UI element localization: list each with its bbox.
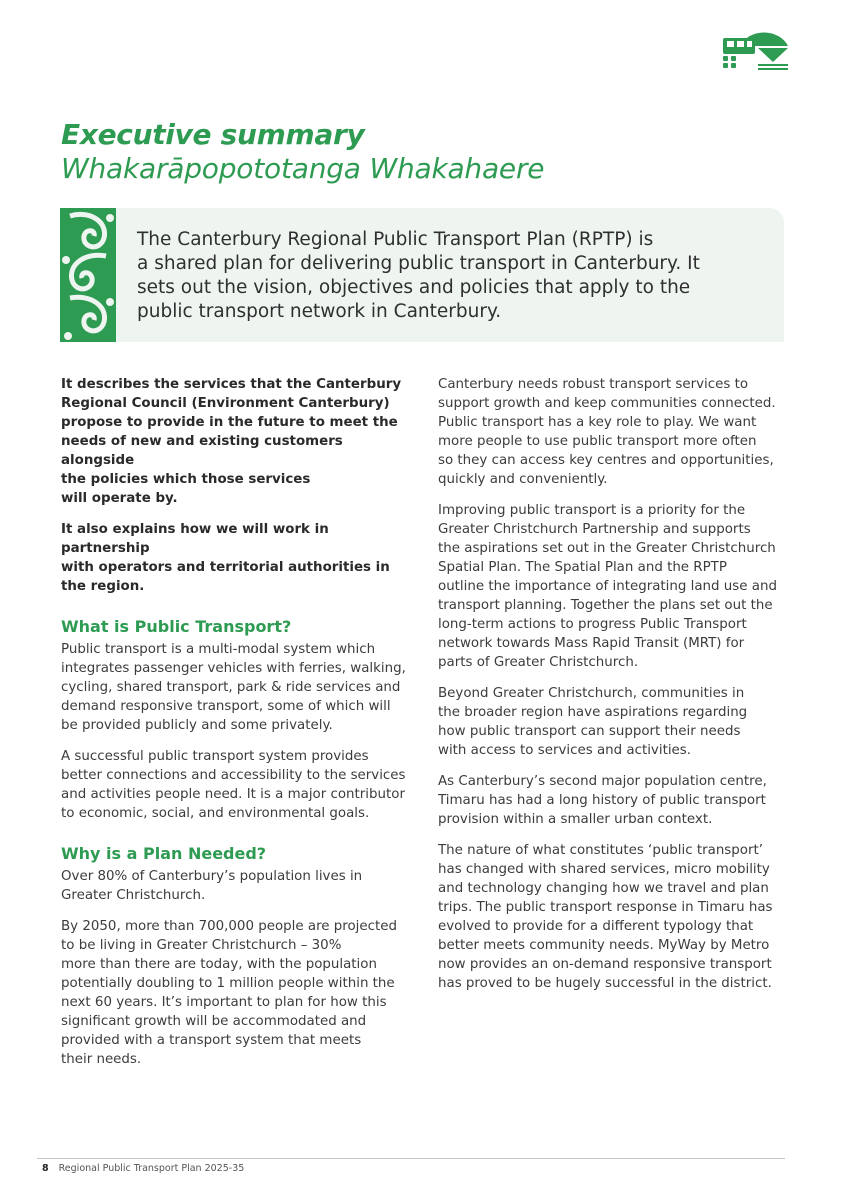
intro-paragraph-2	[61, 520, 411, 596]
text-line: Public transport has a key role to play. We want	[438, 415, 757, 430]
body-paragraph	[61, 747, 411, 823]
body-paragraph	[438, 375, 788, 489]
text-line: long-term actions to progress Public Transport	[438, 617, 747, 632]
text-line: quickly and conveniently.	[438, 472, 608, 487]
text-line: better connections and accessibility to the services	[61, 768, 406, 783]
koru-pattern-icon	[60, 208, 116, 342]
text-line: and technology changing how we travel and plan	[438, 881, 769, 896]
text-line: how public transport can support their needs	[438, 724, 741, 739]
text-line: now provides an on-demand responsive transport	[438, 957, 772, 972]
text-line: propose to provide in the future to meet the	[61, 415, 398, 430]
section-heading-why-plan: Why is a Plan Needed?	[61, 844, 267, 863]
text-line: transport planning. Together the plans set out the	[438, 598, 773, 613]
body-paragraph	[61, 640, 411, 735]
text-line: more than there are today, with the population	[61, 957, 377, 972]
text-line: The nature of what constitutes ‘public transport’	[438, 843, 763, 858]
text-line: their needs.	[61, 1052, 142, 1067]
text-line: the region.	[61, 579, 145, 594]
text-line: Improving public transport is a priority for the	[438, 503, 746, 518]
body-paragraph	[61, 867, 411, 905]
text-line: It also explains how we will work in partnership	[61, 522, 329, 556]
text-line: has changed with shared services, micro mobility	[438, 862, 770, 877]
page-subtitle: Whakarāpopototanga Whakahaere	[61, 152, 545, 185]
text-line: with access to services and activities.	[438, 743, 692, 758]
text-line: Spatial Plan. The Spatial Plan and the RPTP	[438, 560, 727, 575]
left-column	[61, 375, 411, 1081]
text-line: potentially doubling to 1 million people within the	[61, 976, 395, 991]
callout-line: public transport network in Canterbury.	[137, 301, 502, 322]
page-number: 8	[42, 1163, 49, 1174]
text-line: the policies which those services	[61, 472, 311, 487]
text-line: better meets community needs. MyWay by Metro	[438, 938, 770, 953]
text-line: support growth and keep communities connected.	[438, 396, 776, 411]
text-line: to economic, social, and environmental goals.	[61, 806, 370, 821]
text-line: Regional Council (Environment Canterbury)	[61, 396, 390, 411]
body-paragraph	[438, 772, 788, 829]
section-heading-what-is-pt: What is Public Transport?	[61, 617, 292, 636]
text-line: and activities people need. It is a major contributor	[61, 787, 405, 802]
callout-line: sets out the vision, objectives and policies that apply to the	[137, 277, 691, 298]
text-line: integrates passenger vehicles with ferries, walking,	[61, 661, 406, 676]
text-line: By 2050, more than 700,000 people are projected	[61, 919, 397, 934]
text-line: outline the importance of integrating land use and	[438, 579, 777, 594]
footer-doc-title: Regional Public Transport Plan 2025-35	[58, 1163, 245, 1174]
text-line: will operate by.	[61, 491, 178, 506]
text-line: the broader region have aspirations regarding	[438, 705, 748, 720]
text-line: It describes the services that the Canterbury	[61, 377, 402, 392]
intro-paragraph-1	[61, 375, 411, 508]
intro-callout	[60, 208, 784, 342]
body-paragraph	[438, 501, 788, 672]
text-line: Public transport is a multi-modal system which	[61, 642, 376, 657]
text-line: Canterbury needs robust transport services to	[438, 377, 749, 392]
text-line: the aspirations set out in the Greater Christchurch	[438, 541, 776, 556]
text-line: trips. The public transport response in Timaru has	[438, 900, 773, 915]
text-line: Over 80% of Canterbury’s population lives in	[61, 869, 363, 884]
text-line: Greater Christchurch.	[61, 888, 206, 903]
text-line: cycling, shared transport, park & ride services and	[61, 680, 401, 695]
transport-logo-icon	[720, 24, 790, 70]
text-line: Greater Christchurch Partnership and supports	[438, 522, 751, 537]
text-line: As Canterbury’s second major population centre,	[438, 774, 767, 789]
text-line: be provided publicly and some privately.	[61, 718, 333, 733]
page-footer	[42, 1163, 244, 1174]
page-title: Executive summary	[61, 118, 365, 151]
callout-line: The Canterbury Regional Public Transport Plan (RPTP) is	[137, 229, 654, 250]
callout-line: a shared plan for delivering public transport in Canterbury. It	[137, 253, 700, 274]
callout-text	[137, 228, 757, 324]
right-column	[438, 375, 788, 1005]
text-line: more people to use public transport more often	[438, 434, 757, 449]
text-line: with operators and territorial authorities in	[61, 560, 390, 575]
text-line: A successful public transport system provides	[61, 749, 369, 764]
text-line: provision within a smaller urban context.	[438, 812, 713, 827]
text-line: to be living in Greater Christchurch – 30%	[61, 938, 342, 953]
text-line: network towards Mass Rapid Transit (MRT) for	[438, 636, 745, 651]
text-line: has proved to be hugely successful in the district.	[438, 976, 772, 991]
footer-divider	[37, 1158, 785, 1159]
text-line: evolved to provide for a different typology that	[438, 919, 754, 934]
body-paragraph	[438, 841, 788, 993]
text-line: demand responsive transport, some of which will	[61, 699, 391, 714]
text-line: next 60 years. It’s important to plan for how this	[61, 995, 387, 1010]
text-line: parts of Greater Christchurch.	[438, 655, 639, 670]
text-line: provided with a transport system that meets	[61, 1033, 362, 1048]
text-line: so they can access key centres and opportunities,	[438, 453, 774, 468]
text-line: significant growth will be accommodated and	[61, 1014, 367, 1029]
text-line: Beyond Greater Christchurch, communities in	[438, 686, 745, 701]
body-paragraph	[61, 917, 411, 1069]
body-paragraph	[438, 684, 788, 760]
text-line: needs of new and existing customers alongside	[61, 434, 343, 468]
text-line: Timaru has had a long history of public transport	[438, 793, 766, 808]
